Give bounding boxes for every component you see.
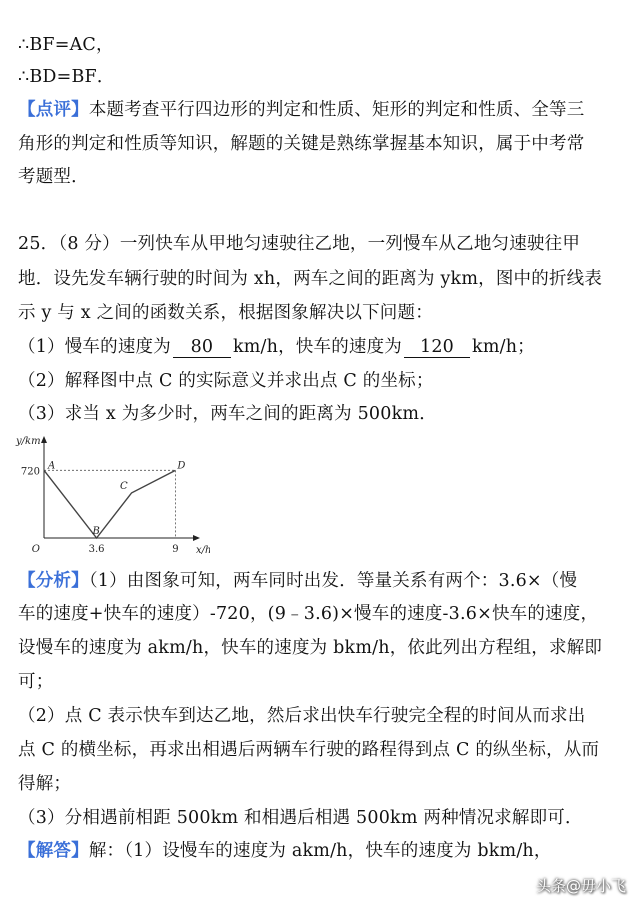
question-line-3: 示 y 与 x 之间的函数关系，根据图象解决以下问题： [18, 303, 433, 323]
analysis-line-5: （2）点 C 表示快车到达乙地，然后求出快车行驶完全程的时间从而求出 [18, 706, 586, 726]
x-axis-arrow [193, 535, 200, 541]
subquestion-1-text-c: km/h； [472, 337, 535, 357]
subquestion-1 [18, 334, 535, 360]
watermark: 头条@毋小飞 [535, 877, 626, 895]
subquestion-3: （3）求当 x 为多少时，两车之间的距离为 500km． [18, 404, 437, 424]
answer-line-1 [18, 838, 552, 864]
x-tick-label-3-6: 3.6 [88, 544, 105, 555]
question-line-2: 地．设先发车辆行驶的时间为 xh，两车之间的距离为 ykm，图中的折线表 [18, 269, 603, 289]
x-axis-label: x/h [196, 545, 210, 556]
analysis-line-8: （3）分相遇前相距 500km 和相遇后相遇 500km 两种情况求解即可． [18, 808, 583, 828]
analysis-line-3: 设慢车的速度为 akm/h，快车的速度为 bkm/h，依此列出方程组，求解即 [18, 638, 603, 658]
analysis-line-6: 点 C 的横坐标，再求出相遇后两辆车行驶的路程得到点 C 的纵坐标，从而 [18, 740, 600, 760]
analysis-line-1 [18, 568, 577, 594]
answer-blank-fast-speed: 120 [404, 337, 470, 358]
subquestion-1-text-b: km/h，快车的速度为 [232, 337, 403, 357]
answer-tag: 【解答】 [18, 841, 89, 861]
question-line-1: 25．（8 分）一列快车从甲地匀速驶往乙地，一列慢车从乙地匀速驶往甲 [18, 234, 581, 254]
proof-line-bd-bf: ∴BD=BF． [18, 67, 115, 87]
analysis-text-1: （1）由图象可知，两车同时出发．等量关系有两个：3.6×（慢 [88, 571, 578, 591]
proof-line-bf-ac: ∴BF=AC， [18, 35, 114, 55]
comment-line-3: 考题型． [18, 167, 89, 187]
y-axis-label: y/km [16, 436, 41, 447]
comment-line-1 [18, 97, 584, 123]
answer-text-1: 解：（1）设慢车的速度为 akm/h，快车的速度为 bkm/h， [88, 841, 552, 861]
distance-time-chart [10, 432, 210, 560]
analysis-line-7: 得解； [18, 774, 72, 794]
analysis-line-4: 可； [18, 672, 54, 692]
point-label-b: B [92, 526, 100, 537]
comment-tag: 【点评】 [18, 100, 89, 120]
series-line [44, 470, 175, 538]
y-tick-label-720: 720 [20, 466, 40, 478]
origin-label: O [31, 544, 40, 555]
answer-blank-slow-speed: 80 [173, 337, 231, 358]
point-label-d: D [177, 460, 186, 472]
comment-text-1: 本题考查平行四边形的判定和性质、矩形的判定和性质、全等三 [88, 100, 585, 120]
y-axis-arrow [41, 436, 47, 443]
x-tick-label-9: 9 [172, 544, 179, 555]
chart-svg [10, 432, 210, 560]
comment-line-2: 角形的判定和性质等知识，解题的关键是熟练掌握基本知识，属于中考常 [18, 134, 585, 154]
subquestion-2: （2）解释图中点 C 的实际意义并求出点 C 的坐标； [18, 371, 434, 391]
subquestion-1-text-a: （1）慢车的速度为 [18, 337, 171, 357]
point-label-a: A [48, 460, 56, 472]
analysis-line-2: 车的速度+快车的速度）-720，(9﹣3.6)×慢车的速度-3.6×快车的速度， [18, 604, 599, 624]
analysis-tag: 【分析】 [18, 571, 89, 591]
point-label-c: C [119, 480, 128, 492]
